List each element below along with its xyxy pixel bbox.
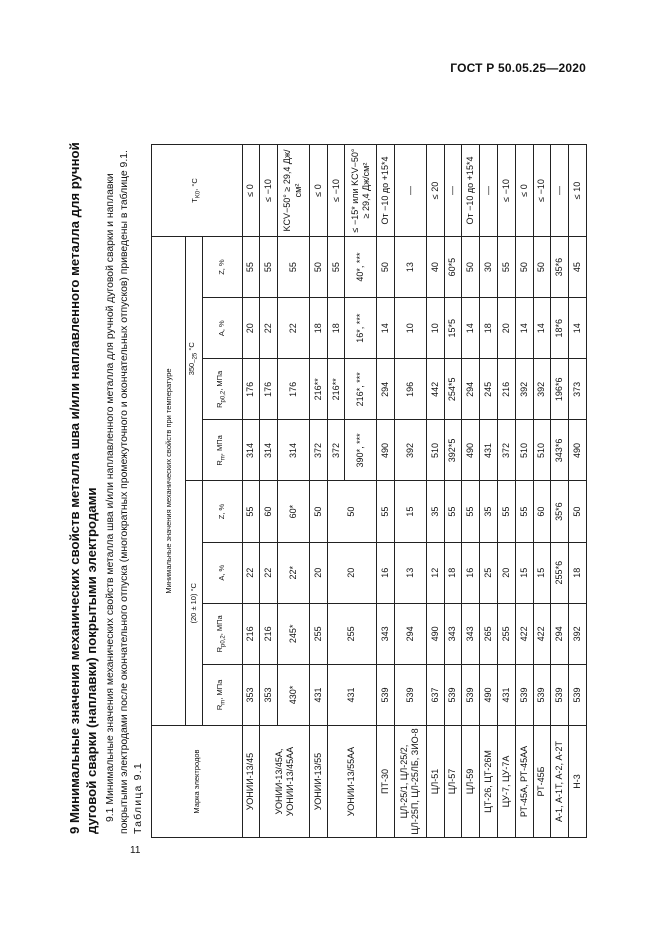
section-paragraph: 9.1 Минимальные значения механических свойств металла шва и/или наплавленного металла для ручной дуговой сварки и наплавки покрытыми электродами после окончательного отпуска (многократных промежуточного и окончательных отпусков) приведены в таблице 9.1. (105, 150, 130, 834)
cell-rm20: 431 (309, 664, 327, 725)
cell-z20: 55 (462, 481, 480, 542)
cell-rm20: 637 (426, 664, 444, 725)
header-a-350: A, % (202, 298, 242, 359)
cell-rp350: 294 (462, 359, 480, 420)
table-row (260, 145, 278, 838)
cell-z350: 13 (395, 237, 427, 298)
cell-rp350: 392 (533, 359, 551, 420)
header-rm-350: $R_m$, МПа (202, 420, 242, 481)
cell-a350: 18 (327, 298, 345, 359)
cell-z20: 50 (569, 481, 587, 542)
cell-rp20: 343 (444, 603, 462, 664)
cell-z350: 50 (462, 237, 480, 298)
cell-z20: 55 (377, 481, 395, 542)
cell-z20: 50 (309, 481, 327, 542)
cell-tk: KCV−50° ≥ 29,4 Дж/см² (278, 145, 310, 237)
cell-rp20: 343 (462, 603, 480, 664)
table-row (309, 145, 327, 838)
section-title: 9 Минимальные значения механических свойств металла шва и/или наплавленного металла для ручной дуговой сварки (наплавки) покрытыми электродами (67, 142, 99, 834)
header-brand: Марка электродов (152, 726, 243, 838)
table-caption: Таблица 9.1 (132, 762, 144, 834)
cell-rp350: 392 (515, 359, 533, 420)
cell-tk: ≤ 10 (569, 145, 587, 237)
cell-a350: 20 (497, 298, 515, 359)
cell-z350: 60*5 (444, 237, 462, 298)
cell-a20: 22 (260, 542, 278, 603)
cell-a350: 10 (395, 298, 427, 359)
cell-rp20: 265 (480, 603, 498, 664)
cell-brand: УОНИИ-13/45 (242, 726, 260, 838)
cell-rm20: 539 (533, 664, 551, 725)
cell-rm20: 539 (444, 664, 462, 725)
cell-rp20: 343 (377, 603, 395, 664)
header-rp-20: $R_{p0,2}$, МПа (202, 603, 242, 664)
cell-rm350: 490 (569, 420, 587, 481)
cell-a20: 16 (462, 542, 480, 603)
cell-a20: 15 (533, 542, 551, 603)
cell-rp350: 176 (242, 359, 260, 420)
header-temp-20: (20 ± 10) °С (186, 481, 203, 726)
cell-a20: 16 (377, 542, 395, 603)
cell-brand: ЦЛ-51 (426, 726, 444, 838)
table-row (444, 145, 462, 838)
cell-rm20: 430* (278, 664, 310, 725)
cell-a20: 15 (515, 542, 533, 603)
cell-rp350: 373 (569, 359, 587, 420)
table-row (462, 145, 480, 838)
cell-z20: 55 (515, 481, 533, 542)
cell-brand: ЦЛ-57 (444, 726, 462, 838)
cell-rp350: 196*6 (551, 359, 569, 420)
cell-rm350: 510 (515, 420, 533, 481)
cell-rm350: 372 (497, 420, 515, 481)
cell-z350: 45 (569, 237, 587, 298)
header-z-20: Z, % (202, 481, 242, 542)
cell-brand: УОНИИ-13/55 (309, 726, 327, 838)
cell-rp350: 196 (395, 359, 427, 420)
cell-tk: ≤ −10 (260, 145, 278, 237)
cell-brand: УОНИИ-13/45А, УОНИИ-13/45АА (260, 726, 310, 838)
cell-a20: 22* (278, 542, 310, 603)
cell-z350: 55 (242, 237, 260, 298)
cell-tk: ≤ −10 (533, 145, 551, 237)
cell-brand: ЦТ-26, ЦТ-26М (480, 726, 498, 838)
cell-z20: 35*6 (551, 481, 569, 542)
cell-brand: РТ-45А, РТ-45АА (515, 726, 533, 838)
cell-a20: 12 (426, 542, 444, 603)
cell-a350: 14 (462, 298, 480, 359)
cell-rp20: 422 (533, 603, 551, 664)
cell-a20: 22 (242, 542, 260, 603)
cell-rp350: 254*5 (444, 359, 462, 420)
cell-a350: 18*6 (551, 298, 569, 359)
cell-rm350: 510 (533, 420, 551, 481)
cell-rm20: 490 (480, 664, 498, 725)
cell-brand: ЦУ-7, ЦУ-7А (497, 726, 515, 838)
cell-brand: РТ-45Б (533, 726, 551, 838)
cell-rp350: 216** (309, 359, 327, 420)
rotated-page-content (66, 113, 606, 838)
cell-tk: ≤ 0 (242, 145, 260, 237)
table-row (480, 145, 498, 838)
document-code: ГОСТ Р 50.05.25—2020 (450, 61, 586, 75)
cell-z20: 35 (480, 481, 498, 542)
cell-rp350: 245 (480, 359, 498, 420)
cell-rm350: 490 (377, 420, 395, 481)
header-rp-350: $R_{p0,2}$, МПа (202, 359, 242, 420)
cell-rp350: 294 (377, 359, 395, 420)
cell-a20: 25 (480, 542, 498, 603)
cell-rm350: 314 (242, 420, 260, 481)
header-group: Минимальные значения механических свойств при температуре (152, 237, 186, 726)
cell-a350: 22 (278, 298, 310, 359)
cell-z20: 35 (426, 481, 444, 542)
cell-z350: 55 (278, 237, 310, 298)
cell-rp20: 255 (327, 603, 377, 664)
cell-a20: 20 (327, 542, 377, 603)
cell-z350: 50 (309, 237, 327, 298)
cell-rp350: 216** (327, 359, 345, 420)
cell-rm350: 372 (327, 420, 345, 481)
cell-a350: 20 (242, 298, 260, 359)
mechanical-properties-table (151, 144, 587, 838)
cell-z20: 60 (260, 481, 278, 542)
cell-a20: 20 (309, 542, 327, 603)
cell-z350: 50 (533, 237, 551, 298)
header-temp-350: $350_{-25}$ °С (186, 237, 203, 482)
cell-a20: 13 (395, 542, 427, 603)
cell-rm20: 539 (569, 664, 587, 725)
cell-a350: 14 (533, 298, 551, 359)
cell-rm350: 431 (480, 420, 498, 481)
cell-rm20: 539 (395, 664, 427, 725)
page-number: 11 (130, 845, 141, 856)
cell-z20: 60 (533, 481, 551, 542)
cell-tk: От −10 до +15*4 (462, 145, 480, 237)
cell-z350: 30 (480, 237, 498, 298)
cell-rm20: 431 (327, 664, 377, 725)
table-row (533, 145, 551, 838)
cell-rm20: 539 (551, 664, 569, 725)
header-rm-20: $R_m$, МПа (202, 664, 242, 725)
cell-a350: 18 (480, 298, 498, 359)
cell-z350: 55 (327, 237, 345, 298)
cell-tk: ≤ −10 (497, 145, 515, 237)
cell-brand: ЦЛ-25/1, ЦЛ-25/2, ЦЛ-25П, ЦЛ-25ЛБ, ЗИО-8 (395, 726, 427, 838)
cell-rm350: 392 (395, 420, 427, 481)
table-row (377, 145, 395, 838)
cell-tk: ≤ 0 (515, 145, 533, 237)
cell-rm20: 353 (260, 664, 278, 725)
cell-a350: 15*5 (444, 298, 462, 359)
cell-rp20: 422 (515, 603, 533, 664)
cell-rm350: 490 (462, 420, 480, 481)
cell-a350: 16*, *** (345, 298, 377, 359)
cell-rm350: 392*5 (444, 420, 462, 481)
cell-rm20: 539 (462, 664, 480, 725)
cell-a350: 14 (377, 298, 395, 359)
cell-z350: 35*6 (551, 237, 569, 298)
cell-tk: — (395, 145, 427, 237)
table-row (497, 145, 515, 838)
cell-z20: 55 (497, 481, 515, 542)
cell-z350: 50 (377, 237, 395, 298)
cell-tk: — (551, 145, 569, 237)
cell-rp350: 442 (426, 359, 444, 420)
table-row (569, 145, 587, 838)
cell-z20: 55 (242, 481, 260, 542)
cell-a350: 14 (569, 298, 587, 359)
table-row (426, 145, 444, 838)
cell-a20: 20 (497, 542, 515, 603)
cell-rp20: 216 (242, 603, 260, 664)
cell-rp350: 176 (278, 359, 310, 420)
cell-rp20: 255 (309, 603, 327, 664)
cell-tk: ≤ −10 (327, 145, 345, 237)
cell-rp20: 490 (426, 603, 444, 664)
table-row (515, 145, 533, 838)
cell-rp20: 245* (278, 603, 310, 664)
cell-a350: 14 (515, 298, 533, 359)
cell-rp20: 255 (497, 603, 515, 664)
cell-brand: ПТ-30 (377, 726, 395, 838)
cell-rp350: 216*, *** (345, 359, 377, 420)
cell-z20: 60* (278, 481, 310, 542)
cell-rm350: 314 (260, 420, 278, 481)
cell-z350: 55 (260, 237, 278, 298)
cell-rp20: 392 (569, 603, 587, 664)
cell-rm350: 372 (309, 420, 327, 481)
cell-rm20: 431 (497, 664, 515, 725)
header-tk: $T_{K0}$, °С (152, 145, 243, 237)
cell-rp20: 294 (551, 603, 569, 664)
cell-a350: 10 (426, 298, 444, 359)
cell-tk: — (444, 145, 462, 237)
cell-brand: А-1, А-1Т, А-2, А-2Т (551, 726, 569, 838)
header-a-20: A, % (202, 542, 242, 603)
cell-brand: УОНИИ-13/55АА (327, 726, 377, 838)
cell-z350: 40*, *** (345, 237, 377, 298)
cell-rm350: 510 (426, 420, 444, 481)
cell-tk: От −10 до +15*4 (377, 145, 395, 237)
cell-a20: 255*6 (551, 542, 569, 603)
cell-rm350: 343*6 (551, 420, 569, 481)
table-row (327, 145, 345, 838)
cell-rm20: 539 (515, 664, 533, 725)
table-row (551, 145, 569, 838)
cell-a20: 18 (444, 542, 462, 603)
cell-rp20: 216 (260, 603, 278, 664)
cell-a20: 18 (569, 542, 587, 603)
cell-rm20: 539 (377, 664, 395, 725)
cell-z350: 55 (497, 237, 515, 298)
cell-a350: 22 (260, 298, 278, 359)
cell-a350: 18 (309, 298, 327, 359)
cell-rm20: 353 (242, 664, 260, 725)
cell-z350: 40 (426, 237, 444, 298)
cell-brand: ЦЛ-59 (462, 726, 480, 838)
cell-tk: ≤ −15* или KCV−50° ≥ 29,4 Дж/см² (345, 145, 377, 237)
cell-z20: 15 (395, 481, 427, 542)
cell-tk: ≤ 20 (426, 145, 444, 237)
cell-z350: 50 (515, 237, 533, 298)
cell-tk: ≤ 0 (309, 145, 327, 237)
cell-rm350: 390*, *** (345, 420, 377, 481)
cell-z20: 55 (444, 481, 462, 542)
cell-brand: Н-3 (569, 726, 587, 838)
cell-rp350: 176 (260, 359, 278, 420)
cell-rp350: 216 (497, 359, 515, 420)
cell-rp20: 294 (395, 603, 427, 664)
cell-tk: — (480, 145, 498, 237)
cell-rm350: 314 (278, 420, 310, 481)
cell-z20: 50 (327, 481, 377, 542)
table-row (242, 145, 260, 838)
header-z-350: Z, % (202, 237, 242, 298)
table-row (395, 145, 427, 838)
